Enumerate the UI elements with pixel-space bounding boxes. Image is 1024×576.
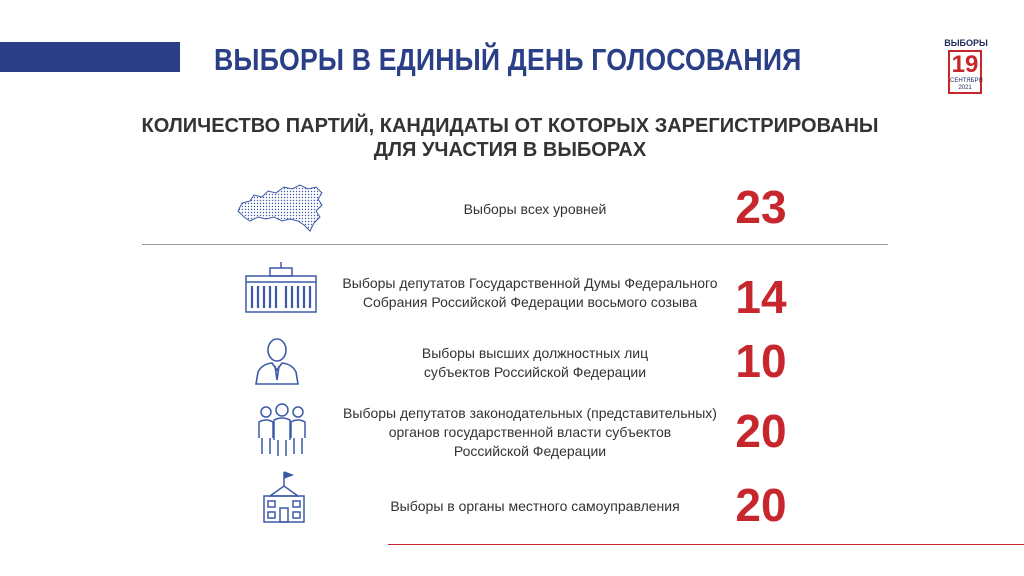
row-value-governors: 10 [735, 335, 787, 387]
section-divider [142, 244, 888, 245]
municipal-building-icon [258, 470, 310, 524]
header-accent-bar [0, 42, 180, 72]
row-value-state-duma: 14 [735, 271, 787, 323]
row-label-local-government: Выборы в органы местного самоуправления [390, 498, 680, 514]
subtitle-line-2: ДЛЯ УЧАСТИЯ В ВЫБОРАХ [373, 139, 647, 161]
row-label-governors: Выборы высших должностных лиц субъектов Российской Федерации [421, 345, 649, 380]
row-label-all-levels: Выборы всех уровней [463, 201, 607, 217]
logo-month: СЕНТЯБРЯ [950, 78, 983, 84]
official-person-icon [252, 336, 302, 386]
logo-caption: ВЫБОРЫ [944, 38, 988, 48]
elections-logo [944, 38, 988, 98]
row-value-regional-legislatures: 20 [735, 405, 787, 457]
logo-date-box [948, 50, 982, 94]
row-value-all-levels: 23 [735, 181, 787, 233]
bottom-accent-line [388, 544, 1024, 545]
state-duma-building-icon [242, 262, 320, 314]
subtitle-line-1: КОЛИЧЕСТВО ПАРТИЙ, КАНДИДАТЫ ОТ КОТОРЫХ ЗАРЕГИСТРИРОВАНЫ [141, 115, 879, 137]
row-label-regional-legislatures: Выборы депутатов законодательных (представительных) органов государственной власти субъектов Российской Федерации [343, 405, 717, 459]
page-title: ВЫБОРЫ В ЕДИНЫЙ ДЕНЬ ГОЛОСОВАНИЯ [214, 42, 802, 77]
row-label-state-duma: Выборы депутатов Государственной Думы Федерального Собрания Российской Федерации восьмого созыва [342, 275, 718, 310]
logo-year: 2021 [958, 85, 972, 91]
logo-day: 19 [951, 51, 979, 78]
russia-map-icon [232, 181, 326, 233]
section-subtitle [130, 114, 890, 162]
group-of-people-icon [254, 402, 310, 458]
row-value-local-government: 20 [735, 479, 787, 531]
